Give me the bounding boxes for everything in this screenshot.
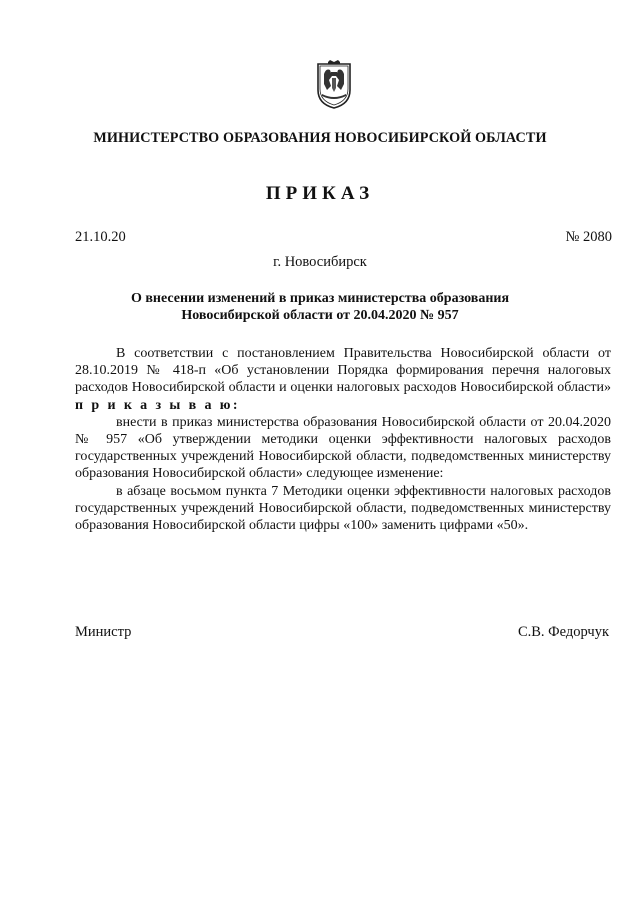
coat-of-arms-icon [314,60,354,110]
paragraph-directive: внести в приказ министерства образования Новосибирской области от 20.04.2020 № 957 «Об утверждении методики оценки эффективности налоговых расходов государственных учреждений Новосибирской области, подведомственных министерству образования Новосибирской области» следующее изменение: [75,414,611,482]
order-date: 21.10.20 [75,229,126,245]
paragraph-basis-text: В соответствии с постановлением Правительства Новосибирской области от 28.10.2019 № 418-п «Об установлении Порядка формирования перечня налоговых расходов Новосибирской области и оценки налоговых расходов Новосибирской области» [75,346,611,396]
order-number: № 2080 [565,229,612,245]
signatory-name: С.В. Федорчук [517,624,609,640]
order-body [75,345,611,534]
subject-line-1: О внесении изменений в приказ министерства образования [130,291,510,306]
document-type-title: ПРИКАЗ [265,183,375,204]
order-subject [80,290,560,324]
order-directive: п р и к а з ы в а ю: [75,397,240,413]
city: г. Новосибирск [273,254,367,270]
paragraph-change: в абзаце восьмом пункта 7 Методики оценки эффективности налоговых расходов государственных учреждений Новосибирской области, подведомственных министерству образования Новосибирской области цифры «100» заменить цифрами «50». [75,483,611,534]
signatory-role: Министр [75,624,132,640]
subject-line-2: Новосибирской области от 20.04.2020 № 957 [181,308,459,323]
paragraph-basis [75,345,611,414]
ministry-name: МИНИСТЕРСТВО ОБРАЗОВАНИЯ НОВОСИБИРСКОЙ ОБЛАСТИ [93,130,547,146]
